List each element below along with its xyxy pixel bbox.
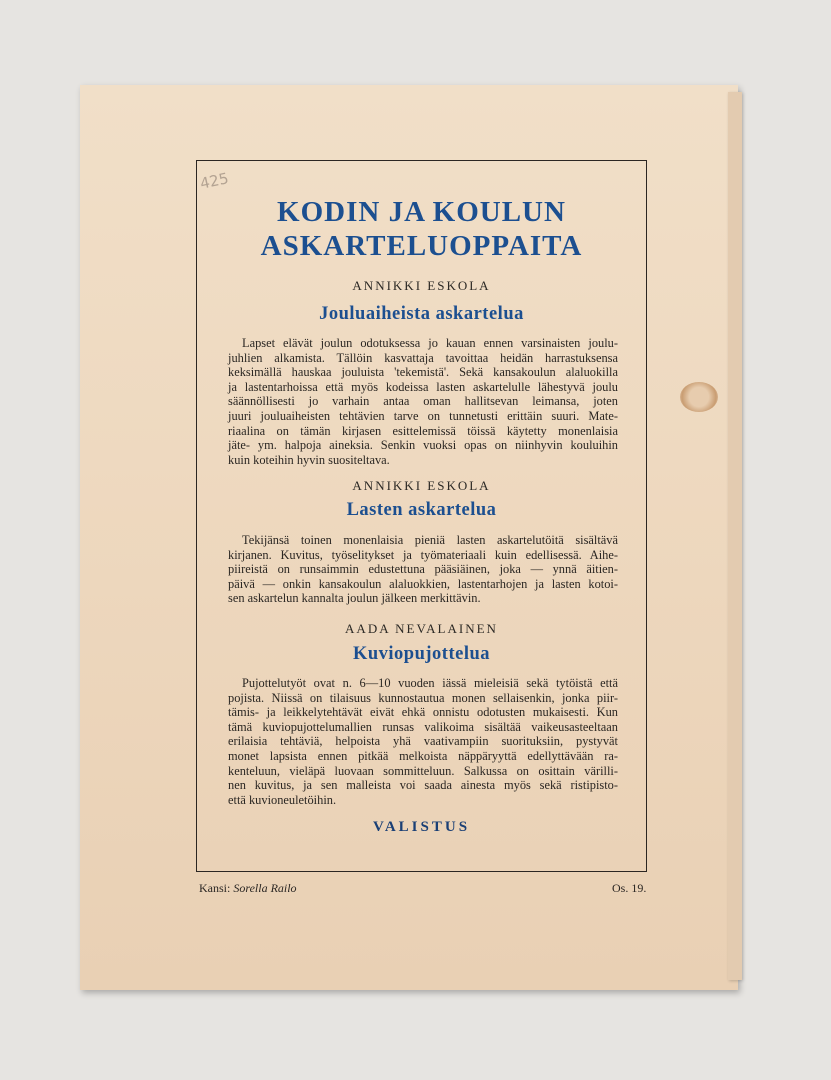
description-line: tämä kuviopujottelumallien runsas valikoima sisältää vaikeusasteeltaan	[228, 719, 618, 734]
series-title-line: KODIN JA KOULUN	[277, 196, 566, 228]
book-author: ANNIKKI ESKOLA	[352, 278, 491, 293]
book-author: ANNIKKI ESKOLA	[352, 478, 491, 493]
cover-label: Kansi:	[199, 881, 231, 895]
description-line: että kuvioneuletöihin.	[228, 792, 337, 807]
description-line: Tekijänsä toinen monenlaisia pieniä lasten askartelutöitä sisältävä	[242, 533, 618, 547]
description-line: kenteluun, vieläpä luovaan sommitteluun. Salkussa on osittain värilli-	[228, 763, 618, 778]
description-line: ja lastentarhoissa että myös kodeissa lasten askartelulle lähestyvä joulu	[228, 379, 618, 394]
description-line: tämis- ja leikkelytehtävät eivät ehkä onnistu odotusten mukaisesti. Kun	[228, 705, 618, 720]
series-title	[196, 195, 647, 263]
description-line: pojista. Niissä on tilaisuus kunnostautua monen sellaisenkin, jonka piir-	[228, 690, 618, 705]
description-line: piireistä on runsaimmin edustettuna pääsiäinen, joka — ynnä äitien-	[228, 562, 618, 577]
description-line: kirjanen. Kuvitus, työselitykset ja työmateriaali kuin edellisessä. Aihe-	[228, 547, 618, 562]
description-line: riaalina on tämän kirjasen esittelemissä töissä käytetty monenlaisia	[228, 423, 618, 438]
cover-credit	[199, 881, 297, 896]
description-line: päivä — onkin kansakoulun alaluokkien, lastentarhojen ja lasten kotoi-	[228, 576, 618, 591]
book-description	[228, 676, 618, 807]
handwritten-note: 425	[198, 169, 231, 193]
print-code: Os. 19.	[612, 881, 647, 895]
book-description	[228, 533, 618, 606]
description-line: juhlien alkamista. Tällöin kasvattaja tavoittaa heidän harrastuksensa	[228, 350, 618, 365]
publisher: VALISTUS	[372, 819, 471, 835]
book-description	[228, 336, 618, 467]
description-line: nen kuvitus, ja sen malleista voi saada ainesta myös sekä ristipisto-	[228, 778, 618, 793]
cover-artist: Sorella Railo	[233, 881, 297, 895]
paper-stain	[680, 382, 718, 412]
description-line: erilaisia tehtäviä, helpoista yhä vaativampiin suorituksiin, pystyvät	[228, 734, 618, 749]
description-line: säännöllisesti jo varhain antaa oman hallitsevan leimansa, joten	[228, 394, 618, 409]
description-line: juuri jouluaiheisten tehtävien tarve on tunnetusti erittäin suuri. Mate-	[228, 408, 618, 423]
page-edge	[728, 92, 742, 980]
book-title: Lasten askartelua	[346, 500, 497, 520]
description-line: sen askartelun kannalta joulun jälkeen merkittävin.	[228, 591, 481, 606]
series-title-line: ASKARTELUOPPAITA	[260, 230, 583, 262]
description-line: Lapset elävät joulun odotuksessa jo kauan ennen varsinaisten joulu-	[242, 336, 618, 350]
description-line: keksimällä hauskaa jouluista 'tekemistä'. Sekä kansakoulun alaluokilla	[228, 365, 618, 380]
description-line: monet lapsista ennen pitkää melkoista näppäryyttä edellyttävään ra-	[228, 748, 618, 763]
description-line: kuin koteihin hyvin suositeltava.	[228, 452, 390, 467]
book-title: Jouluaiheista askartelua	[319, 304, 524, 324]
description-line: Pujottelutyöt ovat n. 6—10 vuoden iässä mieleisiä sekä tytöistä että	[242, 676, 618, 690]
book-author: AADA NEVALAINEN	[345, 621, 498, 636]
book-title: Kuviopujottelua	[352, 644, 491, 664]
description-line: jäte- ym. halpoja aineksia. Senkin vuoksi opas on niinhyvin kouluihin	[228, 438, 618, 453]
